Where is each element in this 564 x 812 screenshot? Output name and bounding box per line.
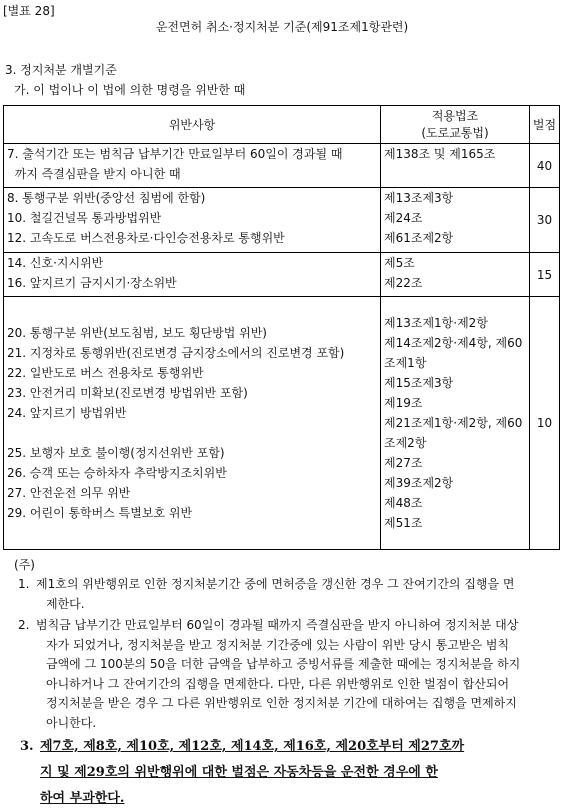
law-line: 제5조 [384,256,415,270]
violation-line: 26. 승객 또는 승하차자 추락방지조치위반 [7,466,227,480]
note-line: 정지처분을 받은 경우 그 다른 위반행위로 인한 정지처분 기간에 대하여는 집행을 면제하지 [46,696,517,710]
law-line: 제27조 [384,456,423,470]
violation-line: 까지 즉결심판을 받지 아니한 때 [7,167,181,181]
violation-line: 10. 철길건널목 통과방법위반 [7,211,162,225]
law-line: 제21조제1항·제2항, 제60 [384,416,523,430]
section-heading: 3. 정지처분 개별기준 [5,63,117,77]
table-row [4,144,560,188]
violation-line: 21. 지정차로 통행위반(진로변경 금지장소에서의 진로변경 포함) [7,346,345,360]
violation-line: 27. 안전운전 의무 위반 [7,486,131,500]
law-line: 조제1항 [384,356,427,370]
points-cell: 30 [530,188,560,253]
points-cell: 40 [530,144,560,188]
law-line: 제19조 [384,396,423,410]
law-line: 조제2항 [384,436,427,450]
header-points: 벌점 [530,106,560,144]
law-cell [381,253,530,297]
law-line: 제51조 [384,516,423,530]
note-item-emphasized [20,734,556,812]
note-line: 자가 되었거나, 정지처분을 받고 정지처분 기간중에 있는 사람이 위반 당시 통고받은 범칙 [46,637,510,652]
law-line: 제39조제2항 [384,476,454,490]
law-line: 제15조제3항 [384,376,454,390]
law-cell [381,188,530,253]
notes-label: (주) [14,558,35,572]
header-tag: [별표 28] [3,4,55,18]
law-line: 제48조 [384,496,423,510]
note-line: 아니한다. [46,715,97,730]
note-number: 2. [18,618,30,632]
note-item [18,575,556,614]
table-row [4,297,560,550]
header-violation: 위반사항 [4,106,381,144]
note-line: 하여 부과한다. [40,791,125,806]
header-law [381,106,530,144]
note-number: 3. [20,739,34,754]
header-law-title: 적용법조 [431,108,479,123]
violation-cell [4,188,381,253]
violation-cell [4,253,381,297]
points-cell: 15 [530,253,560,297]
law-line: 제22조 [384,276,423,290]
note-item [18,616,556,733]
violation-line: 24. 앞지르기 방법위반 [7,406,127,420]
violation-line: 16. 앞지르기 금지시기·장소위반 [7,276,177,290]
note-line: 제한다. [46,596,85,611]
note-number: 1. [18,577,30,591]
note-line: 아니하거나 그 잔여기간의 집행을 면제한다. 다만, 다른 위반행위로 인한 벌점이 합산되어 [46,676,510,691]
law-line: 제13조제3항 [384,191,454,205]
page-title: 운전면허 취소·정지처분 기준(제91조제1항관련) [155,20,409,34]
violation-line: 20. 통행구분 위반(보도침범, 보도 횡단방법 위반) [7,326,267,340]
points-cell: 10 [530,297,560,550]
table-row [4,253,560,297]
violation-line: 12. 고속도로 버스전용차로·다인승전용차로 통행위반 [7,231,285,245]
note-line: 제1호의 위반행위로 인한 정지처분기간 중에 면허증을 갱신한 경우 그 잔여기간의 집행을 면 [36,577,515,591]
law-line: 제14조제2항·제4항, 제60 [384,336,523,350]
law-line: 제24조 [384,211,423,225]
law-line: 제13조제1항·제2항 [384,316,488,330]
law-cell [381,144,530,188]
violation-line: 8. 통행구분 위반(중앙선 침범에 한함) [7,191,206,205]
violation-cell [4,144,381,188]
law-cell [381,297,530,550]
violation-line: 14. 신호·지시위반 [7,256,104,270]
note-line: 범칙금 납부기간 만료일부터 60일이 경과될 때까지 즉결심판을 받지 아니하여 정지처분 대상 [36,618,519,632]
violation-cell [4,297,381,550]
note-line: 지 및 제29호의 위반행위에 대한 벌점은 자동차등을 운전한 경우에 한 [40,765,438,780]
law-line: 제61조제2항 [384,231,454,245]
violation-line: 7. 출석기간 또는 범칙금 납부기간 만료일부터 60일이 경과될 때 [7,147,343,161]
violation-line: 23. 안전거리 미확보(진로변경 방법위반 포함) [7,386,248,400]
violation-line: 25. 보행자 보호 불이행(정지선위반 포함) [7,446,225,460]
header-law-subtitle: (도로교통법) [421,125,489,140]
violation-line: 22. 일반도로 버스 전용차로 통행위반 [7,366,204,380]
note-line: 제7호, 제8호, 제10호, 제12호, 제14호, 제16호, 제20호부터 제27호까 [40,739,465,754]
violation-spacer [7,423,380,443]
violation-line: 29. 어린이 통학버스 특별보호 위반 [7,506,193,520]
penalty-table [3,105,560,550]
law-line: 제138조 및 제165조 [384,147,496,161]
subsection-heading: 가. 이 법이나 이 법에 의한 명령을 위반한 때 [14,83,246,97]
note-line: 금액에 그 100분의 50을 더한 금액을 납부하고 증빙서류를 제출한 때에는 정지처분을 하지 [46,657,521,671]
table-row [4,188,560,253]
